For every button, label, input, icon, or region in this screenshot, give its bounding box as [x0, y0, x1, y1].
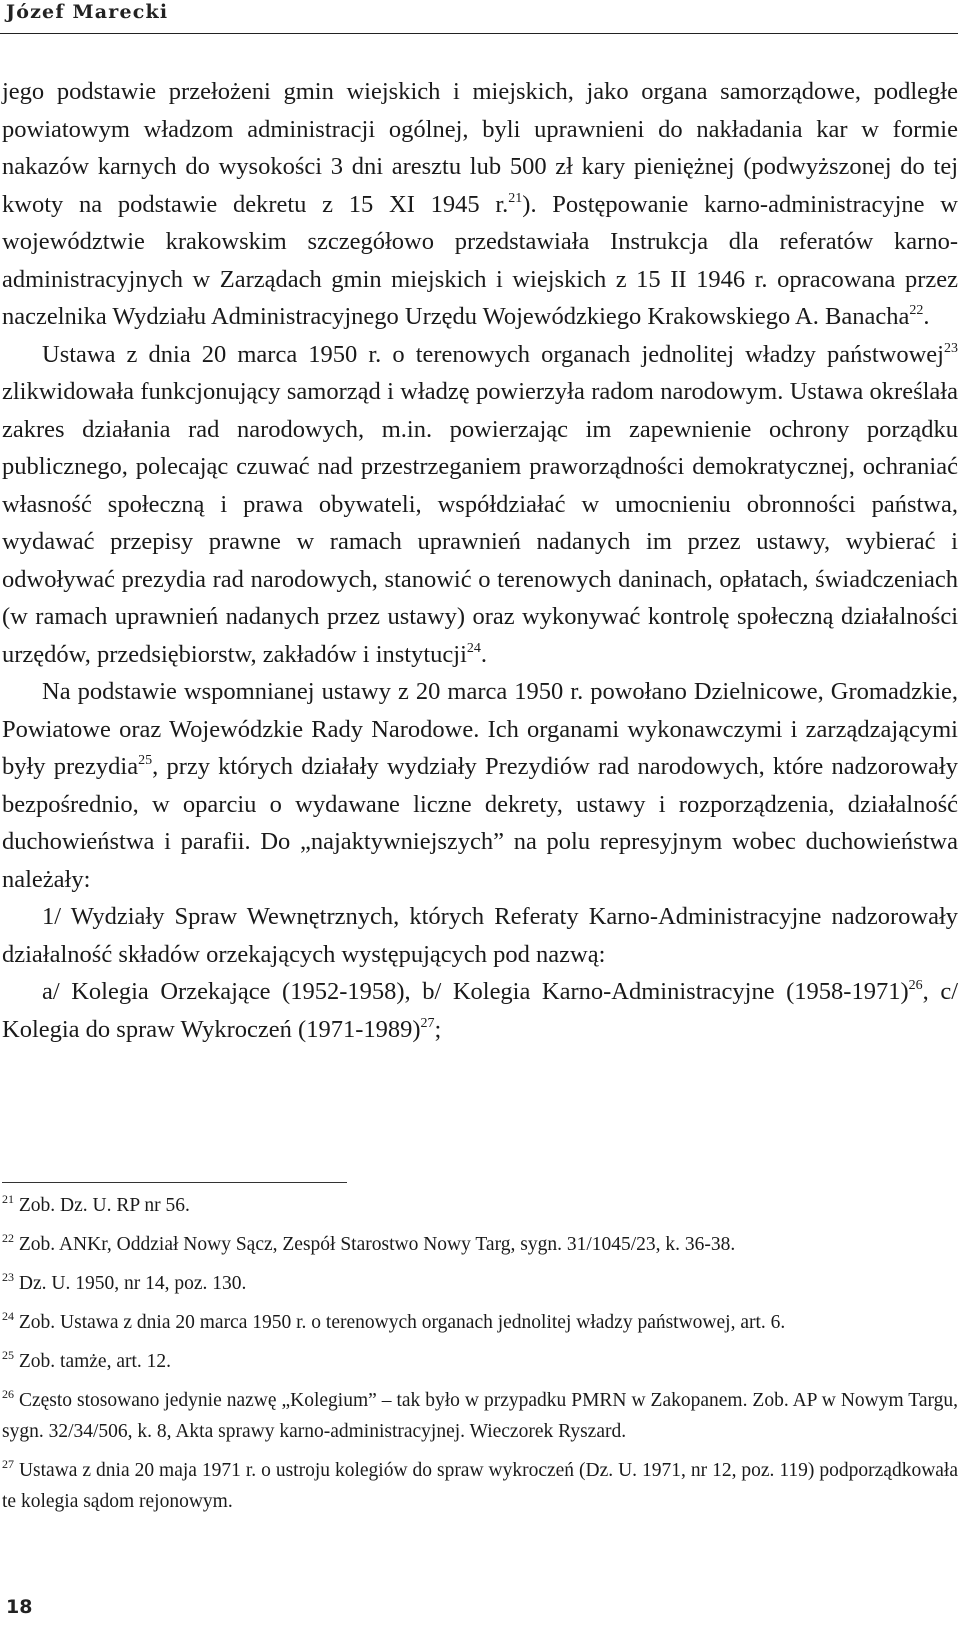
footnote-ref[interactable]: 23: [944, 340, 958, 356]
body-paragraph: [2, 898, 958, 973]
footnote-ref[interactable]: 25: [138, 753, 153, 768]
footnote-ref[interactable]: 22: [909, 303, 924, 318]
paragraph-text: , c/ Kolegia do spraw Wykroczeń (1971-1989): [2, 978, 958, 1043]
page-number: 18: [6, 1596, 33, 1618]
paragraph-text: 1/ Wydziały Spraw Wewnętrznych, których Referaty Karno-Administracyjne nadzorowały działalność składów orzekających występujących pod nazwą:: [2, 903, 958, 968]
main-text: [2, 73, 958, 1048]
footnote-text: Ustawa z dnia 20 maja 1971 r. o ustroju kolegiów do spraw wykroczeń (Dz. U. 1971, nr 12, poz. 119) podporządkowała te kolegia sądom rejonowym.: [2, 1460, 959, 1512]
paragraph-text: ;: [434, 1015, 442, 1043]
footnote-ref[interactable]: 24: [466, 640, 481, 656]
paragraph-text: jego podstawie przełożeni gmin wiejskich i miejskich, jako organa samorządowe, podległe powiatowym władzom administracji ogólnej, byli uprawnieni do nakładania kar w formie nakazów karnych do wysokości 3 dni aresztu lub 500 zł kary pieniężnej (podwyższonej do tej kwoty na podstawie dekretu z 15 XI 1945 r.: [2, 78, 958, 218]
footnote-ref[interactable]: 26: [908, 978, 923, 993]
footnote-number: 25: [2, 1348, 14, 1362]
running-header: [0, 0, 958, 34]
paragraph-text: zlikwidowała funkcjonujący samorząd i władzę powierzyła radom narodowym. Ustawa określała zakres działania rad narodowych, m.in. powierzając im zapewnienie ochrony porządku publicznego, polecając czuwać nad przestrzeganiem praworządności demokratycznej, ochraniać własność społeczną i prawa obywateli, współdziałać w umocnieniu obronności państwa, wydawać przepisy prawne w ramach uprawnień nadanych im przez ustawy, wybierać i odwoływać prezydia rad narodowych, stanowić o terenowych daninach, opłatach, świadczeniach (w ramach uprawnień nadanych przez ustawy) oraz wykonywać kontrolę społeczną działalności urzędów, przedsiębiorstw, zakładów i instytucji: [2, 378, 958, 668]
paragraph-text: , przy których działały wydziały Prezydiów rad narodowych, które nadzorowały bezpośrednio, w oparciu o wydawane liczne dekrety, ustawy i rozporządzenia, działalność duchowieństwa i parafii. Do „najaktywniejszych” na polu represyjnym wobec duchowieństwa należały:: [2, 753, 958, 893]
footnote-number: 27: [2, 1457, 14, 1471]
footnote-separator: [2, 1182, 347, 1183]
footnote-ref[interactable]: 27: [420, 1015, 435, 1031]
footnote-number: 24: [2, 1309, 14, 1323]
footnote: [2, 1346, 958, 1377]
footnote: [2, 1385, 958, 1447]
body-paragraph: [2, 73, 958, 336]
paragraph-text: ). Postępowanie karno-administracyjne w województwie krakowskim szczegółowo przedstawiała Instrukcja dla referatów karno-administracyjnych w Zarządach gmin miejskich i wiejskich z 15 II 1946 r. opracowana przez naczelnika Wydziału Administracyjnego Urzędu Wojewódzkiego Krakowskiego A. Banacha: [2, 190, 958, 330]
footnote-number: 22: [2, 1231, 14, 1245]
paragraph-text: a/ Kolegia Orzekające (1952-1958), b/ Kolegia Karno-Administracyjne (1958-1971): [42, 978, 909, 1005]
footnote: [2, 1307, 958, 1338]
body-paragraph: [2, 336, 958, 674]
footnote-text: Często stosowano jedynie nazwę „Kolegium” – tak było w przypadku PMRN w Zakopanem. Zob. AP w Nowym Targu, sygn. 32/34/506, k. 8, Akta sprawy karno-administracyjnej. Wieczorek Ryszard.: [2, 1390, 959, 1442]
footnote: [2, 1268, 958, 1299]
paragraph-text: .: [480, 640, 488, 668]
footnote-number: 26: [2, 1387, 14, 1401]
footnote-text: Zob. Dz. U. RP nr 56.: [18, 1195, 190, 1216]
footnote: [2, 1229, 958, 1260]
header-author: Józef Marecki: [6, 1, 169, 23]
footnote-text: Zob. ANKr, Oddział Nowy Sącz, Zespół Starostwo Nowy Targ, sygn. 31/1045/23, k. 36-38.: [18, 1234, 736, 1255]
footnote-number: 23: [2, 1270, 14, 1284]
footnote: [2, 1455, 958, 1517]
footnote-text: Zob. tamże, art. 12.: [18, 1351, 172, 1372]
body-paragraph: [2, 973, 958, 1048]
footnote: [2, 1190, 958, 1221]
footnote-number: 21: [2, 1192, 14, 1206]
footnotes: [2, 1190, 958, 1525]
paragraph-text: Ustawa z dnia 20 marca 1950 r. o terenowych organach jednolitej władzy państwowej: [42, 340, 944, 368]
body-paragraph: [2, 673, 958, 898]
footnote-text: Zob. Ustawa z dnia 20 marca 1950 r. o terenowych organach jednolitej władzy państwowej, art. 6.: [18, 1312, 786, 1333]
footnote-ref[interactable]: 21: [508, 190, 523, 206]
paragraph-text: .: [923, 303, 930, 330]
footnote-text: Dz. U. 1950, nr 14, poz. 130.: [18, 1273, 247, 1294]
paragraph-text: Na podstawie wspomnianej ustawy z 20 marca 1950 r. powołano Dzielnicowe, Gromadzkie, Powiatowe oraz Wojewódzkie Rady Narodowe. Ich organami wykonawczymi i zarządzającymi były prezydia: [2, 678, 958, 780]
